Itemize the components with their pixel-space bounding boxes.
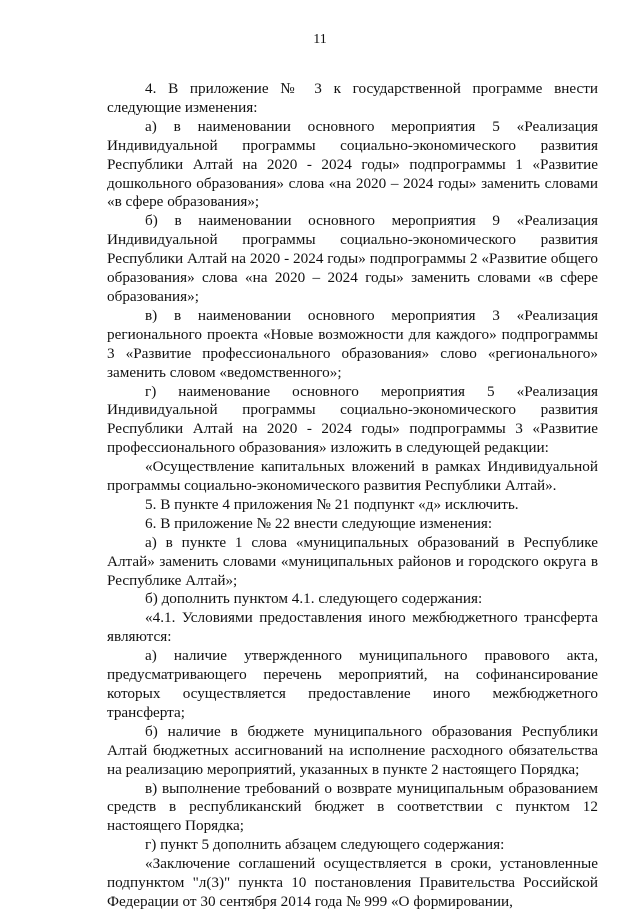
paragraph-subitem-a: а) в наименовании основного мероприятия 5 «Реализация Индивидуальной программы социально-экономического развития Республики Алтай на 2020 - 2024 годы» подпрограммы 1 «Развитие дошкольного образования» слова «на 2020 – 2024 годы» заменить словами «в сфере образования»; xyxy=(107,117,598,211)
paragraph-quote-capital-investments: «Осуществление капитальных вложений в рамках Индивидуальной программы социально-экономического развития Республики Алтай». xyxy=(107,458,598,495)
paragraph-4-1-b: б) наличие в бюджете муниципального образования Республики Алтай бюджетных ассигнований на исполнение расходного обязательства на реализацию мероприятий, указанных в пункте 2 настоящего Порядка; xyxy=(107,722,598,778)
paragraph-4-1-v: в) выполнение требований о возврате муниципальным образованием средств в республиканский бюджет в соответствии с пунктом 12 настоящего Порядка; xyxy=(107,779,598,835)
paragraph-item-5: 5. В пункте 4 приложения № 21 подпункт «д» исключить. xyxy=(145,495,519,513)
paragraph-4-1-heading: «4.1. Условиями предоставления иного межбюджетного трансферта являются: xyxy=(107,609,598,646)
paragraph-item-4: 4. В приложение № 3 к государственной программе внести следующие изменения: xyxy=(107,80,598,116)
paragraph-item-6-g: г) пункт 5 дополнить абзацем следующего содержания: xyxy=(145,836,505,854)
paragraph-4-1-a: а) наличие утвержденного муниципального правового акта, предусматривающего перечень мероприятий, на софинансирование которых осуществляется предоставление иного межбюджетного трансферта; xyxy=(107,647,598,721)
paragraph-subitem-b: б) в наименовании основного мероприятия 9 «Реализация Индивидуальной программы социально-экономического развития Республики Алтай на 2020 - 2024 годы» подпрограммы 2 «Развитие общего образования» слова «на 2020 – 2024 годы» заменить словами «в сфере образования»; xyxy=(107,212,598,305)
paragraph-quote-agreements: «Заключение соглашений осуществляется в сроки, установленные подпунктом "л(3)" пункта 10 постановления Правительства Российской Федерации от 30 сентября 2014 года № 999 «О формировании, xyxy=(107,855,598,910)
paragraph-item-6-a: а) в пункте 1 слова «муниципальных образований в Республике Алтай» заменить словами «муниципальных районов и городского округа в Республике Алтай»; xyxy=(107,533,598,589)
page-number: 11 xyxy=(313,32,327,47)
paragraph-subitem-v: в) в наименовании основного мероприятия 3 «Реализация регионального проекта «Новые возможности для каждого» подпрограммы 3 «Развитие профессионального образования» слово «регионального» заменить словом «ведомственного»; xyxy=(107,306,598,381)
paragraph-item-6: 6. В приложение № 22 внести следующие изменения: xyxy=(145,514,493,532)
paragraph-item-6-b: б) дополнить пунктом 4.1. следующего содержания: xyxy=(145,590,483,608)
paragraph-subitem-g: г) наименование основного мероприятия 5 «Реализация Индивидуальной программы социально-экономического развития Республики Алтай на 2020 - 2024 годы» подпрограммы 3 «Развитие профессионального образования» изложить в следующей редакции: xyxy=(107,382,598,457)
document-body xyxy=(107,80,598,912)
